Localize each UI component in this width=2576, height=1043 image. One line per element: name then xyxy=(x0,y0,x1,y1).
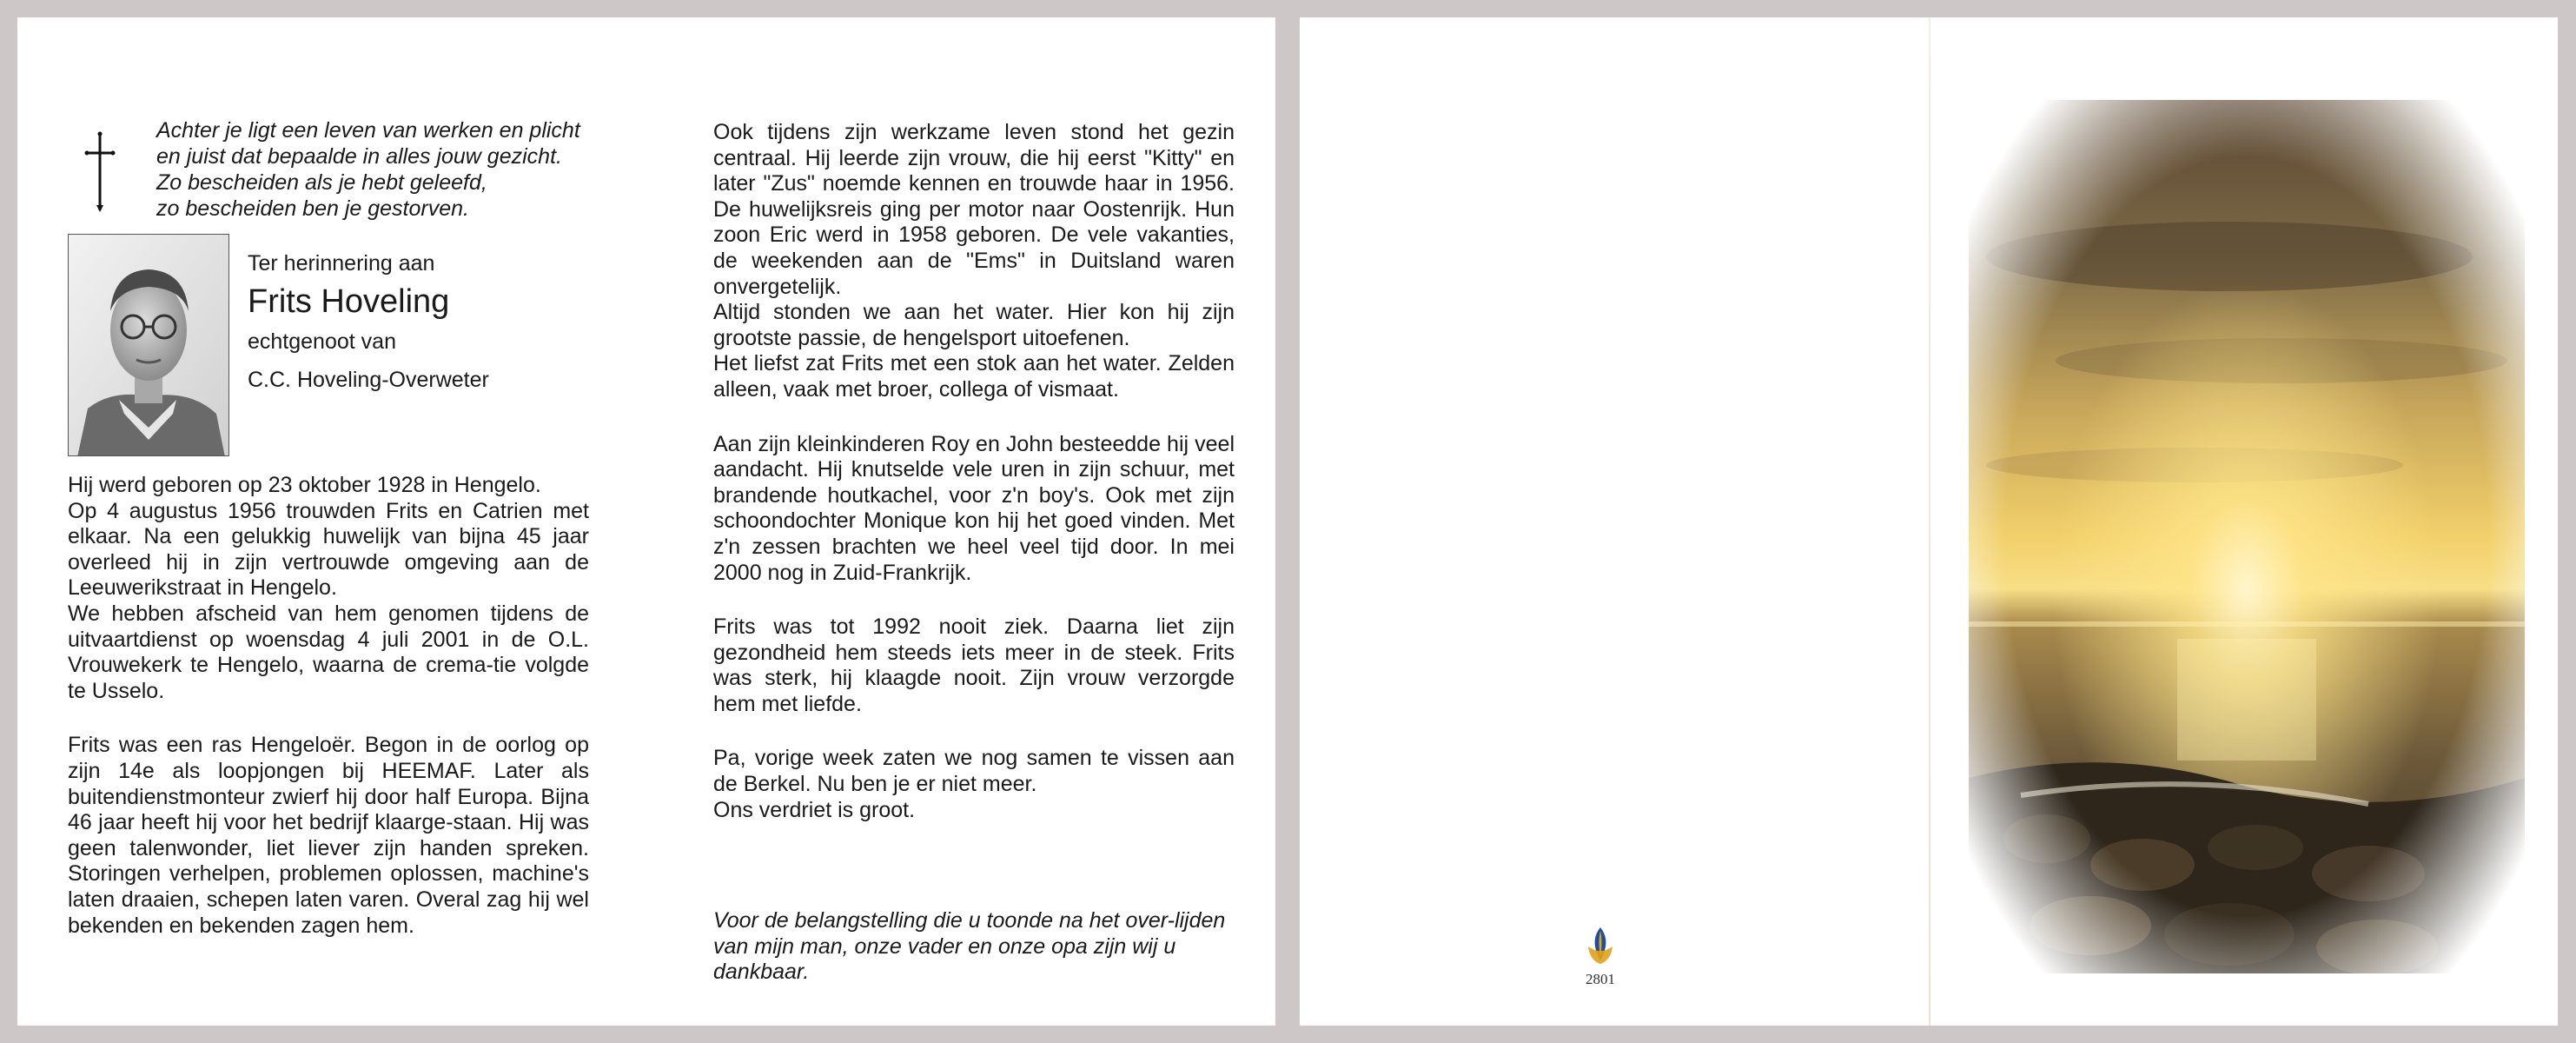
biography-paragraph: Frits was een ras Hengeloër. Begon in de oorlog op zijn 14e als loopjongen bij HEEMAF. Later als buitendienstmonteur zwierf hij door half Europa. Bijna 46 jaar heeft hij voor het bedrijf klaarge-staan. Hij was geen talenwonder, liet liever zijn handen spreken. Storingen verhelpen, problemen oplossen, machine's laten draaien, schepen laten varen. Overal zag hij wel bekenden en bekenden zagen hem. xyxy=(68,733,589,938)
poem-line: Zo bescheiden als je hebt geleefd, xyxy=(156,170,487,195)
printer-code: 2801 xyxy=(1586,971,1615,987)
poem xyxy=(156,117,643,222)
printer-logo-icon xyxy=(1583,926,1618,967)
poem-line: zo bescheiden ben je gestorven. xyxy=(156,196,469,221)
thanks-note: Voor de belangstelling die u toonde na het over-lijden van mijn man, onze vader en onze opa zijn wij u dankbaar. xyxy=(713,908,1226,985)
cross-icon xyxy=(83,130,117,213)
poem-line: en juist dat bepaalde in alles jouw gezicht. xyxy=(156,144,562,169)
biography-right-column xyxy=(713,120,1235,852)
biography-paragraph: Hij werd geboren op 23 oktober 1928 in Hengelo. Op 4 augustus 1956 trouwden Frits en Catrien met elkaar. Na een gelukkig huwelijk van bijna 45 jaar overleed hij in zijn vertrouwde omgeving aan de Leeuwerikstraat in Hengelo. We hebben afscheid van hem genomen tijdens de uitvaartdienst op woensdag 4 juli 2001 in de O.L. Vrouwekerk te Hengelo, waarna de crema-tie volgde te Usselo. xyxy=(68,473,589,703)
biography-paragraph: Ook tijdens zijn werkzame leven stond het gezin centraal. Hij leerde zijn vrouw, die hij eerst "Kitty" en later "Zus" noemde kennen en trouwde haar in 1956. De huwelijksreis ging per motor naar Oostenrijk. Hun zoon Eric werd in 1958 geboren. De vele vakanties, de weekenden aan de "Ems" in Duitsland waren onvergetelijk. Altijd stonden we aan het water. Hier kon hij zijn grootste passie, de hengelsport uitoefenen. Het liefst zat Frits met een stok aan het water. Zelden alleen, vaak met broer, collega of vismaat. xyxy=(713,120,1235,402)
memorial-block xyxy=(248,250,489,393)
memorial-intro: Ter herinnering aan xyxy=(248,251,435,276)
portrait-photo xyxy=(68,234,229,456)
card-inside-panel xyxy=(17,17,1275,1026)
cover-sunset-photo xyxy=(1969,100,2525,973)
fold-line xyxy=(1929,17,1930,1026)
relation-label: echtgenoot van xyxy=(248,329,396,354)
biography-paragraph: Pa, vorige week zaten we nog samen te vissen aan de Berkel. Nu ben je er niet meer. Ons verdriet is groot. xyxy=(713,746,1235,822)
biography-paragraph: Frits was tot 1992 nooit ziek. Daarna liet zijn gezondheid hem steeds iets meer in de steek. Frits was sterk, hij klaagde nooit. Zijn vrouw verzorgde hem met liefde. xyxy=(713,615,1235,716)
spouse-name: C.C. Hoveling-Overweter xyxy=(248,368,489,392)
biography-left-column xyxy=(68,473,589,967)
card-outside-panel xyxy=(1300,17,2558,1026)
deceased-name: Frits Hoveling xyxy=(248,283,450,320)
poem-line: Achter je ligt een leven van werken en plicht xyxy=(156,118,580,143)
biography-paragraph: Aan zijn kleinkinderen Roy en John besteedde hij veel aandacht. Hij knutselde vele uren in zijn schuur, met brandende houtkachel, voor z'n boy's. Ook met zijn schoondochter Monique kon hij het goed vinden. Met z'n zessen brachten we heel veel tijd door. In mei 2000 nog in Zuid-Frankrijk. xyxy=(713,431,1235,585)
